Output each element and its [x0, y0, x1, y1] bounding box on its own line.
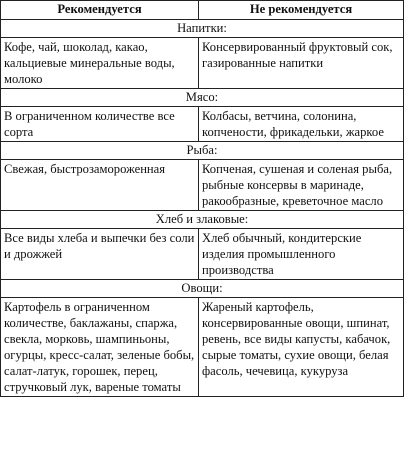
- not-recommended-cell: Хлеб обычный, кондитерские изделия промышленного производства: [199, 229, 404, 280]
- table-row-bread: [1, 229, 404, 280]
- recommended-cell: В ограниченном количестве все сорта: [1, 107, 199, 142]
- category-row-vegetables: [1, 280, 404, 298]
- category-label: Хлеб и злаковые:: [1, 211, 404, 229]
- table-row-meat: [1, 107, 404, 142]
- category-label: Овощи:: [1, 280, 404, 298]
- header-recommended: Рекомендуется: [1, 1, 199, 20]
- category-label: Рыба:: [1, 142, 404, 160]
- category-row-fish: [1, 142, 404, 160]
- category-label: Мясо:: [1, 89, 404, 107]
- category-row-bread: [1, 211, 404, 229]
- category-label: Напитки:: [1, 20, 404, 38]
- table-row-drinks: [1, 38, 404, 89]
- recommended-cell: Все виды хлеба и выпечки без соли и дрожжей: [1, 229, 199, 280]
- not-recommended-cell: Колбасы, ветчина, солонина, копчености, фрикадельки, жаркое: [199, 107, 404, 142]
- table-row-fish: [1, 160, 404, 211]
- header-not-recommended: Не рекомендуется: [199, 1, 404, 20]
- recommended-cell: Свежая, быстрозамороженная: [1, 160, 199, 211]
- not-recommended-cell: Консервированный фруктовый сок, газированные напитки: [199, 38, 404, 89]
- recommended-cell: Картофель в ограниченном количестве, баклажаны, спаржа, свекла, морковь, шампиньоны, огурцы, кресс-салат, зеленые бобы, салат-латук, горошек, перец, стручковый лук, вареные томаты: [1, 298, 199, 397]
- not-recommended-cell: Жареный картофель, консервированные овощи, шпинат, ревень, все виды капусты, кабачок, сырые томаты, сухие овощи, белая фасоль, чечевица, кукуруза: [199, 298, 404, 397]
- recommended-cell: Кофе, чай, шоколад, какао, кальциевые минеральные воды, молоко: [1, 38, 199, 89]
- table-header-row: [1, 1, 404, 20]
- category-row-drinks: [1, 20, 404, 38]
- not-recommended-cell: Копченая, сушеная и соленая рыба, рыбные консервы в маринаде, ракообразные, креветочное масло: [199, 160, 404, 211]
- table-row-vegetables: [1, 298, 404, 397]
- category-row-meat: [1, 89, 404, 107]
